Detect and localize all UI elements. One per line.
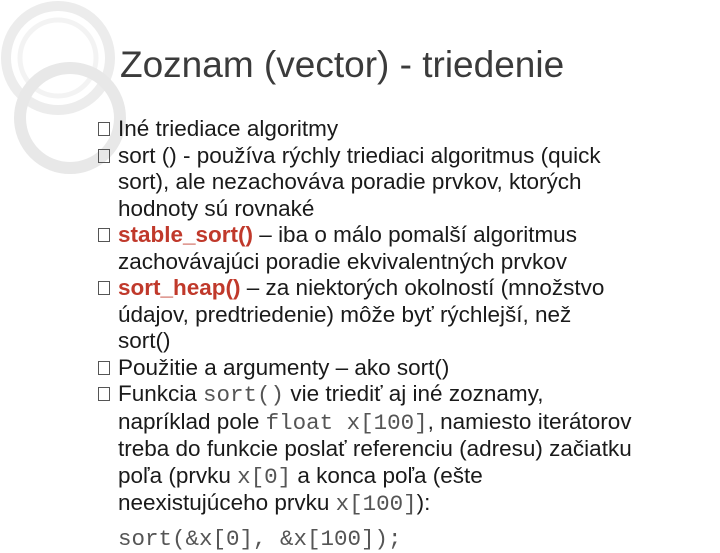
function-name: stable_sort() — [118, 222, 254, 247]
item-text: Iné triediace algoritmy — [118, 116, 339, 141]
item-text: hodnoty sú rovnaké — [118, 195, 315, 221]
list-item — [98, 222, 720, 275]
item-text: treba do funkcie poslať referenciu (adresu) začiatku — [118, 436, 632, 461]
function-name: sort_heap() — [118, 275, 241, 300]
slide-title: Zoznam (vector) - triedenie — [120, 44, 565, 85]
item-text: sort), ale nezachováva poradie prvkov, ktorých — [118, 169, 582, 194]
item-text: údajov, predtriedenie) môže byť rýchlejší, než — [118, 301, 572, 327]
square-bullet-icon — [98, 228, 110, 242]
square-bullet-icon — [98, 387, 110, 401]
item-text: ): — [416, 490, 431, 515]
list-item — [98, 143, 720, 223]
code-snippet: x[100] — [335, 491, 417, 517]
list-item — [98, 355, 720, 382]
item-text: – za niektorých okolností (množstvo — [240, 275, 605, 300]
item-text: a konca poľa (ešte — [291, 462, 483, 488]
square-bullet-icon — [98, 281, 110, 295]
square-bullet-icon — [98, 361, 110, 375]
square-bullet-icon — [98, 149, 110, 163]
item-text: Použitie a argumenty – ako sort() — [118, 354, 450, 380]
code-line-partial: sort(&x[0], &x[100]); — [118, 526, 402, 552]
code-snippet: sort() — [203, 382, 285, 408]
item-text: vie triediť aj iné zoznamy, — [284, 381, 544, 406]
item-text: Funkcia — [118, 381, 204, 406]
list-item — [98, 275, 720, 355]
bullet-list — [98, 116, 720, 518]
item-text: poľa (prvku — [118, 462, 238, 488]
square-bullet-icon — [98, 122, 110, 136]
item-text: napríklad pole — [118, 408, 266, 434]
item-text: neexistujúceho prvku — [118, 490, 336, 515]
code-snippet: x[0] — [237, 463, 292, 490]
item-text: sort() — [118, 328, 171, 353]
item-text: – iba o málo pomalší algoritmus — [253, 222, 577, 247]
item-text: , namiesto iterátorov — [427, 408, 632, 434]
list-item — [98, 116, 720, 143]
code-snippet: float x[100] — [265, 409, 428, 436]
item-text: zachovávajúci poradie ekvivalentných prvkov — [118, 248, 567, 274]
item-text: sort () - používa rýchly triediaci algoritmus (quick — [118, 142, 601, 168]
list-item — [98, 381, 720, 518]
